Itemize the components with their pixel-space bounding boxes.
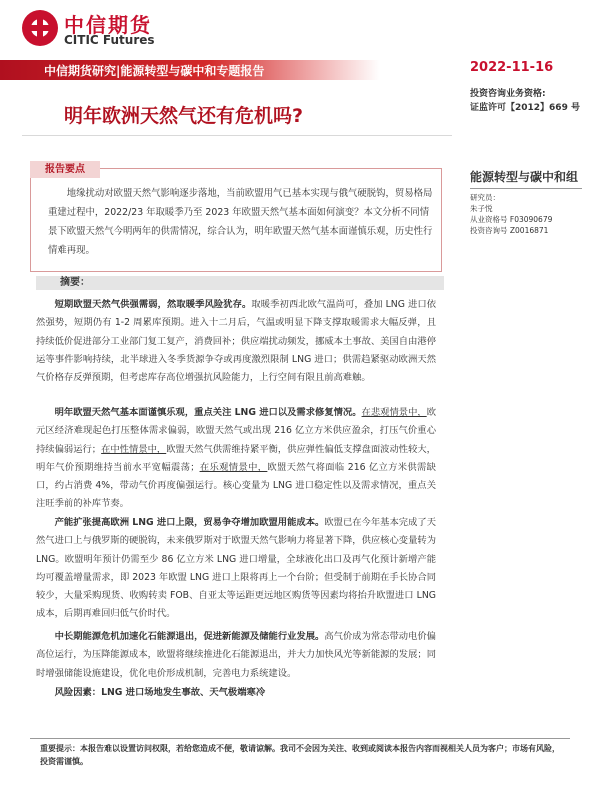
report-date: 2022-11-16 [470,60,554,75]
neutral-scenario-text: 欧盟天然气供需维持紧平衡，供应弹性偏低支撑盘面波动性较大，明年气价预期维持当前水平宽幅震荡； [36,443,436,473]
citic-logo-icon [22,10,58,46]
optimistic-scenario-label: 在乐观情景中， [199,461,268,473]
footer-divider [30,738,570,739]
abstract-paragraph-4 [36,628,436,683]
paragraph-4-text: 高气价成为常态带动电价偏高位运行，为压降能源成本，欧盟将继续推进化石能源退出，并大力加快风光等新能源的发展；同时增强储能设施建设，优化电价形成机制，完善电力系统建设。 [36,631,436,679]
brand-name-en: CITIC Futures [64,33,155,47]
brand-name-cn: 中信期货 [64,13,152,37]
footer-disclaimer: 重要提示：本报告难以设置访问权限，若给您造成不便，敬请谅解。我司不会因为关注、收到或阅读本报告内容而视相关人员为客户；市场有风险，投资需谨慎。 [40,744,560,766]
risk-factors [36,684,436,702]
researcher-label: 研究员： [470,193,500,202]
abstract-paragraph-2 [36,404,436,514]
paragraph-3-text: 欧盟已在今年基本完成了天然气进口上与俄罗斯的硬脱钩，未来俄罗斯对于欧盟天然气影响力将显著下降，供应核心变量转为 LNG。欧盟明年预计仍需至少 86 亿立方米 LNG 进口增量，全球液化出口及再气化预计新增产能均可覆盖增量需求，即 2023 年欧盟 LNG 进口上限将再上一个台阶；但受制于前期在手长协合同较少，大量采购现货、收购转卖 FOB、自亚太等运距更远地区购货等因素均将抬升欧盟进口 LNG 成本，后期再难回归低气价时代。 [36,517,436,620]
abstract-label: 摘要： [36,276,444,290]
researcher-name: 朱子悦 [470,204,493,213]
risk-factors-text: LNG 进口场地发生事故、天气极端寒冷 [101,687,266,698]
abstract-paragraph-3 [36,514,436,624]
paragraph-3-heading: 产能扩张提高欧洲 LNG 进口上限，贸易争夺增加欧盟用能成本。 [54,517,325,528]
license-label: 投资咨询业务资格: [470,89,546,99]
paragraph-4-heading: 中长期能源危机加速化石能源退出，促进新能源及储能行业发展。 [54,631,325,642]
consulting-number: 投资咨询号 Z0016871 [470,226,549,235]
neutral-scenario-label: 在中性情景中， [101,443,167,455]
pessimistic-scenario-text: 欧元区经济难现起色打压整体需求偏弱，欧盟天然气或出现 216 亿立方米供应盈余，打压气价重心持续偏弱运行； [36,407,436,455]
summary-tab: 报告要点 [30,161,100,178]
page-title: 明年欧洲天然气还有危机吗? [64,105,304,127]
title-divider [22,135,452,136]
summary-text: 地缘扰动对欧盟天然气影响逐步落地，当前欧盟用气已基本实现与俄气硬脱钩，贸易格局重建过程中，2022/23 年取暖季乃至 2023 年欧盟天然气基本面如何演变？本文分析不同情景下欧盟天然气今明两年的供需情况，综合认为，明年欧盟天然气基本面谨慎乐观，历史性行情难再现。 [48,188,433,256]
report-series-label: 中信期货研究|能源转型与碳中和专题报告 [44,64,265,78]
team-title: 能源转型与碳中和组 [470,170,579,184]
license-number: 证监许可【2012】669 号 [470,103,580,113]
optimistic-scenario-text: 欧盟天然气将面临 216 亿立方米供需缺口，约占消费 4%，带动气价再度偏强运行。核心变量为 LNG 进口稳定性以及需求情况，重点关注旺季前的补库节奏。 [36,461,436,510]
qualification-number: 从业资格号 F03090679 [470,215,553,224]
paragraph-2-heading: 明年欧盟天然气基本面谨慎乐观，重点关注 LNG 进口以及需求修复情况。 [54,407,362,418]
paragraph-1-text: 取暖季初西北欧气温尚可，叠加 LNG 进口依然强势，短期仍有 1-2 周累库预期。进入十二月后，气温或明显下降支撑取暖需求大幅反弹，且持续低价促进部分工业部门复工复产，消费回补；供应端扰动频发，挪威本土事故、美国自由港停运等事件影响持续，北半球进入冬季货源争夺或再度激烈限制 LNG 进口；供需趋紧驱动欧洲天然气价格存反弹预期，但考虑库存高位增强抗风险能力，上行空间有限且前高难触。 [36,299,436,384]
team-divider [470,188,582,189]
abstract-paragraph-1 [36,296,436,387]
risk-factors-label: 风险因素： [54,687,102,698]
paragraph-1-heading: 短期欧盟天然气供强需弱，然取暖季风险犹存。 [54,299,252,310]
pessimistic-scenario-label: 在悲观情景中， [361,407,427,418]
